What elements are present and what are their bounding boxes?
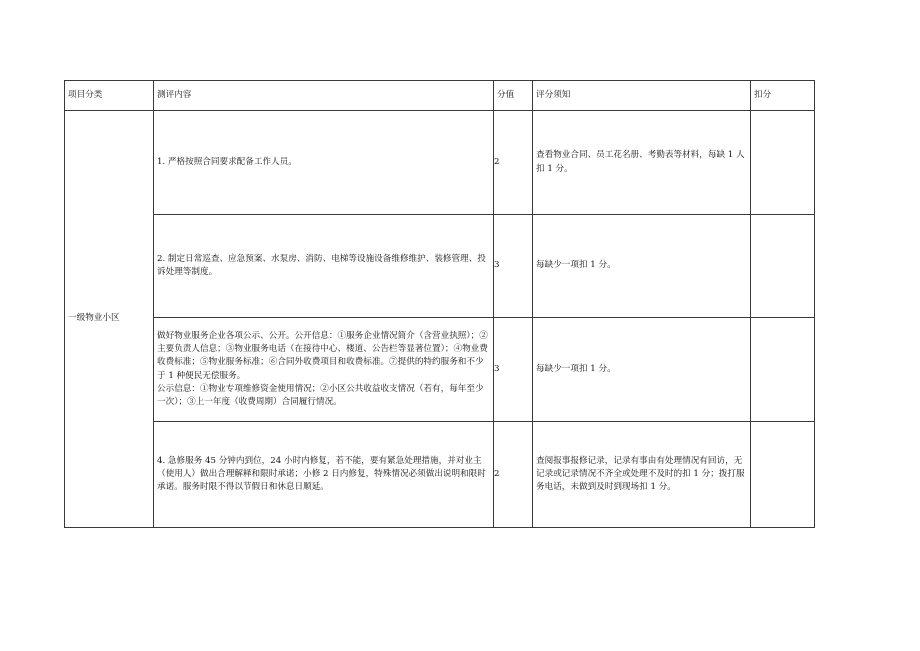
- table-row: [65, 111, 815, 215]
- score-cell: 2: [494, 422, 533, 528]
- deduction-cell: [751, 215, 815, 318]
- content-cell: [154, 215, 494, 318]
- score-cell: 2: [494, 111, 533, 215]
- notes-cell: 每缺少一项扣 1 分。: [533, 215, 751, 318]
- notes-cell: 每缺少一项扣 1 分。: [533, 318, 751, 422]
- deduction-cell: [751, 111, 815, 215]
- deduction-cell: [751, 422, 815, 528]
- table-header-row: [65, 81, 815, 111]
- content-cell: [154, 111, 494, 215]
- notes-cell: 查看物业合同、员工花名册、考勤表等材料，每缺 1 人扣 1 分。: [533, 111, 751, 215]
- evaluation-table: [64, 80, 815, 528]
- notes-cell: 查阅报事报修记录，记录有事由有处理情况有回访，无记录或记录情况不齐全或处理不及时的扣 1 分；拨打服务电话，未做到及时到现场扣 1 分。: [533, 422, 751, 528]
- category-cell: 一级物业小区: [65, 111, 154, 528]
- content-text: 4. 急修服务 45 分钟内到位，24 小时内修复，若不能，要有紧急处理措施，并对业主（使用人）做出合理解释和限时承诺；小修 2 日内修复，特殊情况必须做出说明和限时承诺。服务时限不得以节假日和休息日顺延。: [157, 455, 486, 493]
- content-text: 2. 制定日常巡查、应急预案、水泵房、消防、电梯等设施设备维修维护、装修管理、投诉处理等制度。: [157, 253, 486, 277]
- score-cell: 3: [494, 215, 533, 318]
- content-cell: [154, 422, 494, 528]
- table-row: [65, 215, 815, 318]
- header-content: 测评内容: [154, 81, 494, 111]
- content-cell: [154, 318, 494, 422]
- header-category: 项目分类: [65, 81, 154, 111]
- deduction-cell: [751, 318, 815, 422]
- content-text: 1. 严格按照合同要求配备工作人员。: [157, 156, 297, 167]
- content-text: 做好物业服务企业各项公示、公开。公开信息：①服务企业情况简介（含营业执照）；②主要负责人信息；③物业服务电话（在接待中心、楼道、公告栏等显著位置）；④物业费收费标准；⑤物业服务标准；⑥合同外收费项目和收费标准。⑦提供的特约服务和不少于 1 种便民无偿服务。: [157, 330, 488, 381]
- content-text: 公示信息：①物业专项维修资金使用情况；②小区公共收益收支情况（若有，每年至少一次）；③上一年度（收费周期）合同履行情况。: [157, 383, 484, 408]
- header-notes: 评分须知: [533, 81, 751, 111]
- header-deduction: 扣分: [751, 81, 815, 111]
- header-score: 分值: [494, 81, 533, 111]
- table-row: [65, 422, 815, 528]
- table-row: [65, 318, 815, 422]
- score-cell: 3: [494, 318, 533, 422]
